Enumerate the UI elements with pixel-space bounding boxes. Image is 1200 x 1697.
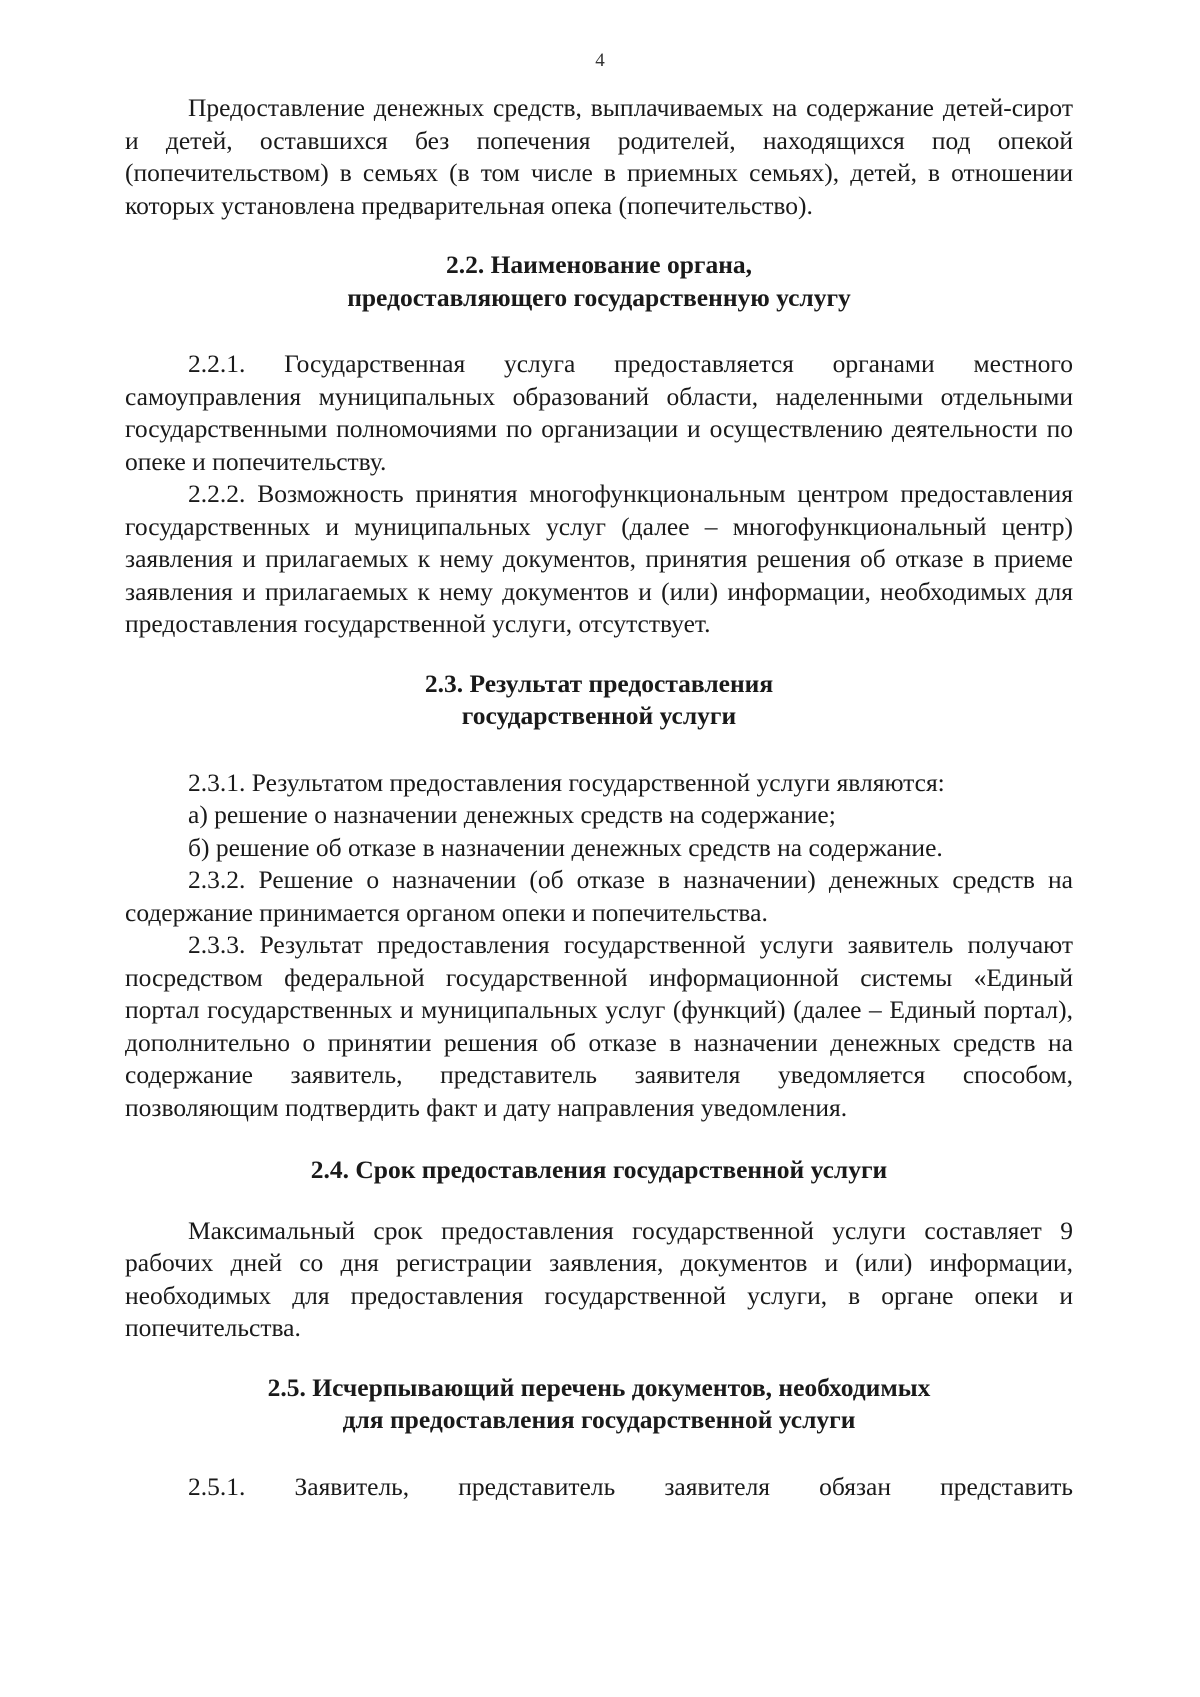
page-number: 4 bbox=[595, 50, 605, 71]
section-2-2-heading bbox=[125, 249, 1073, 314]
section-2-5-heading-line1: 2.5. Исчерпывающий перечень документов, необходимых bbox=[267, 1372, 931, 1402]
paragraph-2-3-3: 2.3.3. Результат предоставления государственной услуги заявитель получают посредством федеральной государственной информационной системы «Единый портал государственных и муниципальных услуг (функций) (далее – Единый портал), дополнительно о принятии решения об отказе в назначении денежных средств на содержание заявитель, представитель заявителя уведомляется способом, позволяющим подтвердить факт и дату направления уведомления. bbox=[125, 930, 1073, 1122]
paragraph-2-3-2: 2.3.2. Решение о назначении (об отказе в назначении) денежных средств на содержание принимается органом опеки и попечительства. bbox=[125, 865, 1073, 927]
section-2-3-heading-line2: государственной услуги bbox=[461, 701, 737, 730]
section-2-5-heading-line2: для предоставления государственной услуги bbox=[342, 1405, 856, 1434]
list-item-a: а) решение о назначении денежных средств на содержание; bbox=[188, 800, 836, 829]
paragraph-2-3-1: 2.3.1. Результатом предоставления государственной услуги являются: bbox=[188, 767, 945, 797]
paragraph-2-2-1: 2.2.1. Государственная услуга предоставляется органами местного самоуправления муниципальных образований области, наделенными отдельными государственными полномочиями по организации и осуществлению деятельности по опеке и попечительству. bbox=[125, 349, 1073, 476]
section-2-2-heading-line1: 2.2. Наименование органа, bbox=[445, 250, 753, 279]
section-2-2-heading-line2: предоставляющего государственную услугу bbox=[347, 282, 851, 312]
section-2-5-heading bbox=[125, 1372, 1073, 1437]
section-2-4-heading: 2.4. Срок предоставления государственной услуги bbox=[310, 1155, 888, 1184]
paragraph-2-5-1: 2.5.1. Заявитель, представитель заявителя обязан представить bbox=[188, 1471, 1073, 1501]
list-item-b: б) решение об отказе в назначении денежных средств на содержание. bbox=[188, 832, 943, 862]
intro-paragraph: Предоставление денежных средств, выплачиваемых на содержание детей-сирот и детей, оставшихся без попечения родителей, находящихся под опекой (попечительством) в семьях (в том числе в приемных семьях), детей, в отношении которых установлена предварительная опека (попечительство). bbox=[125, 93, 1073, 220]
document-body bbox=[125, 92, 1073, 1503]
section-2-3-heading bbox=[125, 668, 1073, 733]
paragraph-2-4: Максимальный срок предоставления государственной услуги составляет 9 рабочих дней со дня регистрации заявления, документов и (или) информации, необходимых для предоставления государственной услуги, в органе опеки и попечительства. bbox=[125, 1215, 1073, 1342]
paragraph-2-2-2: 2.2.2. Возможность принятия многофункциональным центром предоставления государственных и муниципальных услуг (далее – многофункциональный центр) заявления и прилагаемых к нему документов, принятия решения об отказе в приеме заявления и прилагаемых к нему документов и (или) информации, необходимых для предоставления государственной услуги, отсутствует. bbox=[125, 479, 1073, 638]
section-2-3-heading-line1: 2.3. Результат предоставления bbox=[424, 668, 774, 698]
